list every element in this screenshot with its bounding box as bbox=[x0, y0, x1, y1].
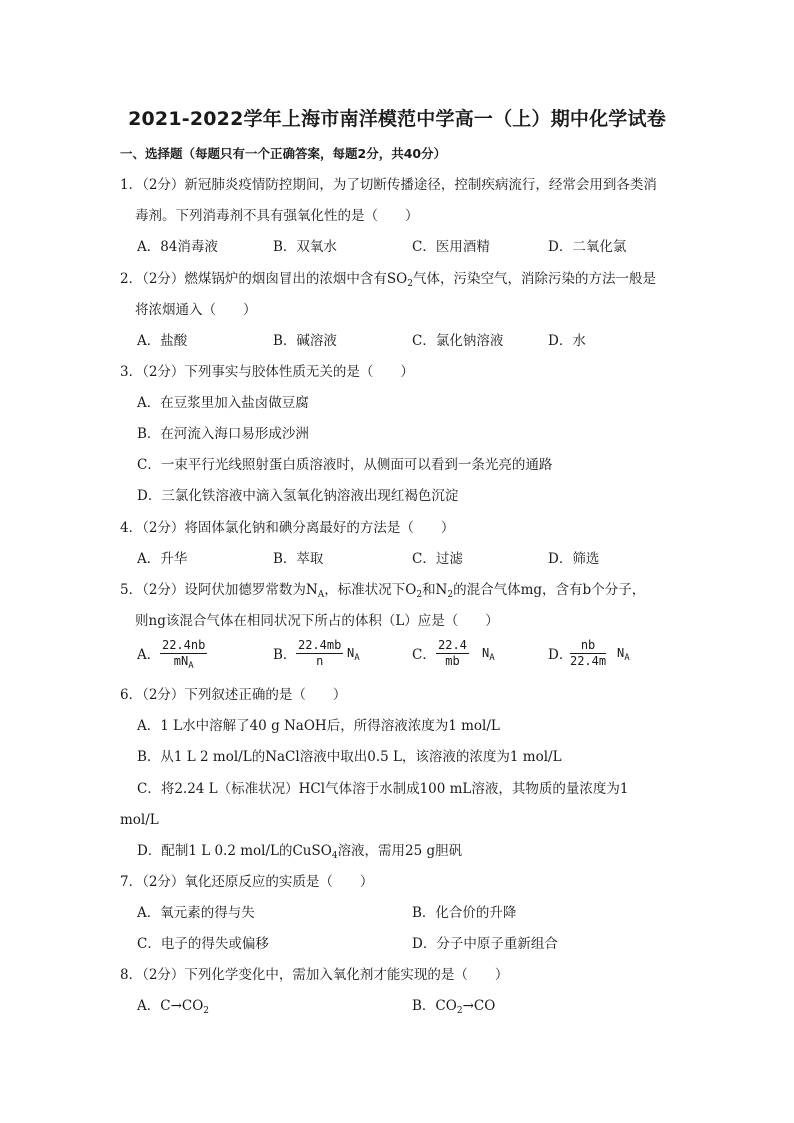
q2-option-b: B．碱溶液 bbox=[273, 333, 337, 349]
question-6-stem: 6．（2分）下列叙述正确的是（ ） bbox=[120, 687, 347, 703]
q5-a-denominator: $mN_A$ bbox=[173, 654, 194, 671]
q5-b-numerator: 22.4mb bbox=[298, 638, 342, 652]
q5-b-denominator: n bbox=[316, 654, 324, 668]
q5-c-denominator: mb bbox=[445, 654, 460, 668]
q5-option-c-suffix: $N_A$ bbox=[482, 646, 495, 663]
q6-option-b: B．从1 L 2 mol/L的NaCl溶液中取出0.5 L，该溶液的浓度为1 mol/L bbox=[137, 749, 562, 765]
q5-option-b-fraction bbox=[296, 638, 343, 669]
q4-option-a: A．升华 bbox=[137, 551, 188, 567]
q2-option-c: C．氯化钠溶液 bbox=[412, 333, 504, 349]
q5-option-a-label: A． bbox=[137, 647, 161, 663]
question-1-stem: 1．（2分）新冠肺炎疫情防控期间，为了切断传播途径，控制疾病流行，经常会用到各类消 bbox=[120, 177, 657, 193]
q5-d-numerator: nb bbox=[570, 638, 606, 654]
question-4-stem: 4．（2分）将固体氯化钠和碘分离最好的方法是（ ） bbox=[120, 520, 455, 536]
question-5-stem: 5．（2分）设阿伏加德罗常数为$N_A$，标准状况下$O_2$和$N_2$的混合气体mg，含有b个分子， bbox=[120, 582, 646, 600]
q5-option-c-fraction bbox=[436, 638, 469, 669]
q7-option-d: D．分子中原子重新组合 bbox=[412, 936, 558, 952]
q2-option-a: A．盐酸 bbox=[137, 333, 188, 349]
q4-option-b: B．萃取 bbox=[273, 551, 324, 567]
question-3-stem: 3．（2分）下列事实与胶体性质无关的是（ ） bbox=[120, 364, 414, 380]
q5-option-c-label: C． bbox=[412, 647, 436, 663]
q4-option-c: C．过滤 bbox=[412, 551, 463, 567]
question-5-stem-cont: 则ng该混合气体在相同状况下所占的体积（L）应是（ ） bbox=[135, 613, 499, 629]
q6-option-a: A．1 L水中溶解了40 g NaOH后，所得溶液浓度为1 mol/L bbox=[137, 718, 500, 734]
q5-option-d-label: D． bbox=[548, 647, 573, 663]
q5-a-numerator: 22.4nb bbox=[162, 638, 206, 652]
q5-c-numerator: 22.4 bbox=[438, 638, 467, 652]
question-2-stem: 2．（2分）燃煤锅炉的烟囱冒出的浓烟中含有$SO_2$气体，污染空气，消除污染的方法一般是 bbox=[120, 271, 656, 289]
section-heading: 一、选择题（每题只有一个正确答案，每题2分，共40分） bbox=[120, 146, 447, 161]
question-1-stem-cont: 毒剂。下列消毒剂不具有强氧化性的是（ ） bbox=[135, 208, 419, 224]
q7-option-c: C．电子的得失或偏移 bbox=[137, 936, 269, 952]
q8-option-a: A．$C\to CO_2$ bbox=[137, 998, 210, 1016]
q1-option-b: B．双氧水 bbox=[273, 239, 337, 255]
q3-option-d: D．三氯化铁溶液中滴入氢氧化钠溶液出现红褐色沉淀 bbox=[137, 488, 459, 504]
q3-option-a: A．在豆浆里加入盐卤做豆腐 bbox=[137, 395, 309, 411]
question-7-stem: 7．（2分）氧化还原反应的实质是（ ） bbox=[120, 874, 374, 890]
q6-option-d: D．配制1 L 0.2 mol/L的CuSO$_4$溶液，需用25 g胆矾 bbox=[137, 843, 463, 861]
q5-option-b-suffix: $N_A$ bbox=[347, 646, 360, 663]
q7-option-b: B．化合价的升降 bbox=[412, 905, 517, 921]
q7-option-a: A．氧元素的得与失 bbox=[137, 905, 255, 921]
q5-option-d-fraction bbox=[570, 638, 606, 669]
exam-title: 2021-2022学年上海市南洋模范中学高一（上）期中化学试卷 bbox=[128, 108, 666, 130]
q4-option-d: D．筛选 bbox=[548, 551, 600, 567]
q5-option-b-label: B． bbox=[273, 647, 297, 663]
q5-option-a-fraction bbox=[160, 638, 207, 674]
question-2-stem-cont: 将浓烟通入（ ） bbox=[135, 302, 257, 318]
q1-option-c: C．医用酒精 bbox=[412, 239, 490, 255]
q5-d-denominator: 22.4m bbox=[570, 654, 607, 668]
q8-option-b: B．$CO_2\to CO$ bbox=[412, 998, 496, 1016]
q3-option-c: C．一束平行光线照射蛋白质溶液时，从侧面可以看到一条光亮的通路 bbox=[137, 457, 553, 473]
q6-option-c-cont: mol/L bbox=[120, 812, 159, 828]
q6-option-c: C．将2.24 L（标准状况）HCl气体溶于水制成100 mL溶液，其物质的量浓度为1 bbox=[137, 781, 629, 797]
q1-option-d: D．二氧化氯 bbox=[548, 239, 627, 255]
question-8-stem: 8．（2分）下列化学变化中，需加入氧化剂才能实现的是（ ） bbox=[120, 967, 509, 983]
q5-option-d-suffix: $N_A$ bbox=[617, 646, 630, 663]
q2-option-d: D．水 bbox=[548, 333, 586, 349]
q1-option-a: A．84消毒液 bbox=[137, 239, 218, 255]
q3-option-b: B．在河流入海口易形成沙洲 bbox=[137, 426, 309, 442]
